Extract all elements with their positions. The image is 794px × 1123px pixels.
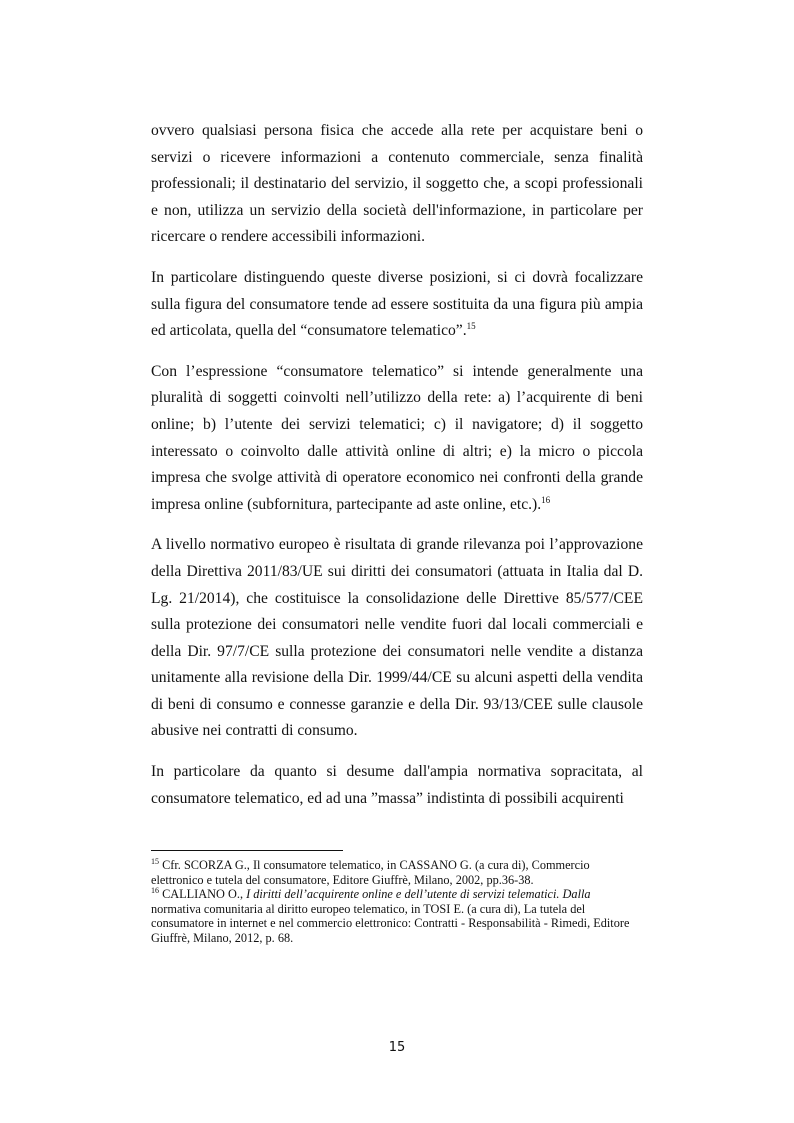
body-text — [151, 118, 643, 826]
paragraph-3 — [151, 359, 643, 519]
footnote-16-author: CALLIANO O., — [162, 887, 247, 902]
footnote-16-title: I diritti dell’acquirente online e dell’utente di servizi telematici. Dalla — [246, 887, 591, 902]
paragraph-5 — [151, 759, 643, 812]
paragraph-2 — [151, 265, 643, 345]
footnote-15-number: 15 — [151, 856, 159, 866]
footnote-16-number: 16 — [151, 886, 159, 896]
paragraph-2-text: In particolare distinguendo queste diverse posizioni, si ci dovrà focalizzare sulla figura del consumatore tende ad essere sostituita da una figura più ampia ed articolata, quella del “consumatore telematico”. — [151, 268, 643, 340]
footnote-separator — [151, 850, 343, 851]
footnote-16 — [151, 887, 643, 945]
paragraph-5-text: In particolare da quanto si desume dall'ampia normativa sopracitata, al consumatore telematico, ed ad una ”massa” indistinta di possibili acquirenti — [151, 763, 643, 807]
footnotes — [151, 858, 643, 946]
paragraph-1 — [151, 118, 643, 251]
paragraph-1-text: ovvero qualsiasi persona fisica che accede alla rete per acquistare beni o servizi o ricevere informazioni a contenuto commerciale, senza finalità professionali; il destinatario del servizio, il soggetto che, a scopi professionali e non, utilizza un servizio della società dell'informazione, in particolare per ricercare o rendere accessibili informazioni. — [151, 122, 643, 246]
footnote-15 — [151, 858, 643, 887]
footnote-ref-16[interactable]: 16 — [541, 494, 551, 505]
paragraph-4-text: A livello normativo europeo è risultata di grande rilevanza poi l’approvazione della Direttiva 2011/83/UE sui diritti dei consumatori (attuata in Italia dal D. Lg. 21/2014), che costituisce la consolidazione delle Direttive 85/577/CEE sulla protezione dei consumatori nelle vendite fuori dal locali commerciali e della Dir. 97/7/CE sulla protezione dei consumatori nelle vendite a distanza unitamente alla revisione della Dir. 1999/44/CE su alcuni aspetti della vendita di beni di consumo e connesse garanzie e della Dir. 93/13/CEE sulle clausole abusive nei contratti di consumo. — [151, 536, 643, 740]
paragraph-3-text: Con l’espressione “consumatore telematico” si intende generalmente una pluralità di soggetti coinvolti nell’utilizzo della rete: a) l’acquirente di beni online; b) l’utente dei servizi telematici; c) il navigatore; d) il soggetto interessato o coinvolto dalle attività online di altri; e) la micro o piccola impresa che svolge attività di operatore economico nei confronti della grande impresa online (subfornitura, partecipante ad aste online, etc.). — [151, 362, 643, 513]
footnote-ref-15[interactable]: 15 — [466, 320, 476, 331]
footnote-16-rest: normativa comunitaria al diritto europeo telematico, in TOSI E. (a cura di), La tutela del consumatore in internet e nel commercio elettronico: Contratti - Responsabilità - Rimedi, Editore Giuffrè, Milano, 2012, p. 68. — [151, 901, 630, 945]
footnote-15-text: Cfr. SCORZA G., Il consumatore telematico, in CASSANO G. (a cura di), Commercio elettronico e tutela del consumatore, Editore Giuffrè, Milano, 2002, pp.36-38. — [151, 858, 590, 887]
page-number: 15 — [388, 1040, 406, 1055]
paragraph-4 — [151, 532, 643, 745]
